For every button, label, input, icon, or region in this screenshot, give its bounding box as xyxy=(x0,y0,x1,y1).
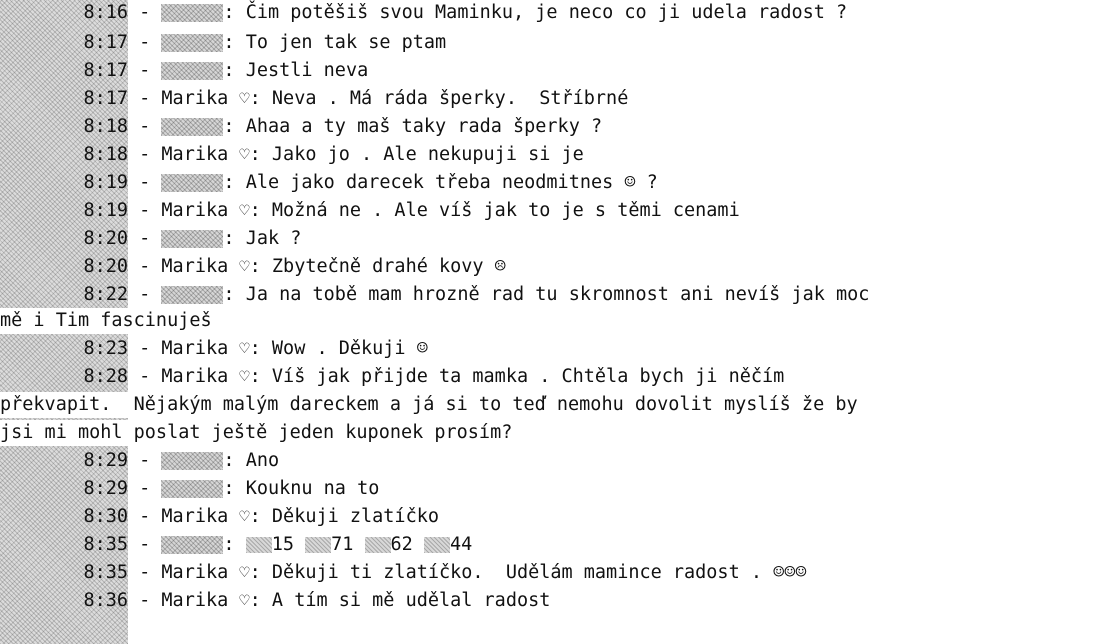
redacted-sender-name xyxy=(161,62,223,80)
sender-name: Marika xyxy=(161,366,229,387)
redacted-sender-name xyxy=(161,118,223,136)
redacted-sender-name xyxy=(161,230,223,248)
message-text: překvapit. Nějakým malým dareckem a já si to teď nemohu dovolit myslíš že by xyxy=(0,394,858,415)
code-part: 15 xyxy=(271,534,294,555)
redacted-sender-name xyxy=(161,452,223,470)
message-text: : Jestli neva xyxy=(223,60,369,81)
message-text: : Wow . Děkuji ☺ xyxy=(249,338,428,359)
heart-icon: ♡ xyxy=(239,367,250,387)
message-text: : To jen tak se ptam xyxy=(223,32,447,53)
redacted-sender-name xyxy=(161,480,223,498)
sender-name: Marika xyxy=(161,88,229,109)
timestamp: 8:23 xyxy=(83,338,128,359)
code-part: 62 xyxy=(390,534,413,555)
sender-name: Marika xyxy=(161,562,229,583)
separator: - xyxy=(128,32,162,53)
timestamp: 8:22 xyxy=(83,284,128,305)
chat-line xyxy=(0,114,1095,140)
message-text: : Možná ne . Ale víš jak to je s těmi cenami xyxy=(249,200,740,221)
chat-line xyxy=(0,58,1095,84)
message-text: : Kouknu na to xyxy=(223,478,380,499)
heart-icon: ♡ xyxy=(239,563,250,583)
sender-name: Marika xyxy=(161,338,229,359)
message-text: : Neva . Má ráda šperky. Stříbrné xyxy=(249,88,629,109)
separator: - xyxy=(128,200,162,221)
sender-name: Marika xyxy=(161,200,229,221)
message-text: : Jako jo . Ale nekupuji si je xyxy=(249,144,584,165)
redacted-sender-name xyxy=(161,174,223,192)
timestamp: 8:19 xyxy=(83,172,128,193)
heart-icon: ♡ xyxy=(239,591,250,611)
separator: - xyxy=(128,450,162,471)
message-text: : Ja na tobě mam hrozně rad tu skromnost ani nevíš jak moc xyxy=(223,284,870,305)
heart-icon: ♡ xyxy=(239,339,250,359)
timestamp: 8:18 xyxy=(83,116,128,137)
separator: - xyxy=(128,60,162,81)
separator: - xyxy=(128,534,162,555)
chat-line xyxy=(0,86,1095,112)
chat-line xyxy=(0,0,1095,26)
timestamp: 8:17 xyxy=(83,32,128,53)
separator: - xyxy=(128,172,162,193)
heart-icon: ♡ xyxy=(239,257,250,277)
message-text: : Jak ? xyxy=(223,228,302,249)
separator: - xyxy=(128,116,162,137)
separator: - xyxy=(128,228,162,249)
separator: - xyxy=(128,88,162,109)
redacted-sender-name xyxy=(161,536,223,554)
timestamp: 8:29 xyxy=(83,478,128,499)
redacted-code xyxy=(246,537,272,553)
chat-line xyxy=(0,560,1095,586)
redacted-sender-name xyxy=(161,286,223,304)
message-text: jsi mi mohl poslat ještě jeden kuponek prosím? xyxy=(0,422,513,443)
timestamp: 8:36 xyxy=(83,590,128,611)
chat-line xyxy=(0,254,1095,280)
separator: - xyxy=(128,590,162,611)
sender-name: Marika xyxy=(161,144,229,165)
message-text: : Děkuji zlatíčko xyxy=(249,506,439,527)
message-text: : xyxy=(223,534,246,555)
timestamp: 8:30 xyxy=(83,506,128,527)
separator: - xyxy=(128,478,162,499)
code-part: 71 xyxy=(331,534,354,555)
redacted-code xyxy=(305,537,331,553)
separator: - xyxy=(128,256,162,277)
chat-line xyxy=(0,198,1095,224)
timestamp: 8:17 xyxy=(83,60,128,81)
chat-line xyxy=(0,30,1095,56)
timestamp: 8:29 xyxy=(83,450,128,471)
separator: - xyxy=(128,366,162,387)
timestamp: 8:19 xyxy=(83,200,128,221)
message-text: : Ahaa a ty maš taky rada šperky ? xyxy=(223,116,603,137)
chat-line xyxy=(0,226,1095,252)
heart-icon: ♡ xyxy=(239,201,250,221)
sender-name: Marika xyxy=(161,506,229,527)
chat-line xyxy=(0,142,1095,168)
chat-line-continuation xyxy=(0,308,1095,334)
separator: - xyxy=(128,144,162,165)
chat-line xyxy=(0,170,1095,196)
separator: - xyxy=(128,506,162,527)
message-text: : Zbytečně drahé kovy ☹ xyxy=(249,256,506,277)
chat-line-continuation xyxy=(0,420,1095,446)
code-part: 44 xyxy=(449,534,473,555)
message-text: mě i Tim fascinuješ xyxy=(0,310,212,331)
heart-icon: ♡ xyxy=(239,507,250,527)
redacted-code xyxy=(424,537,450,553)
chat-line xyxy=(0,588,1095,614)
message-text: : Čim potěšiš svou Maminku, je neco co ji udela radost ? xyxy=(223,2,848,23)
timestamp: 8:35 xyxy=(83,534,128,555)
sender-name: Marika xyxy=(161,590,229,611)
timestamp: 8:20 xyxy=(83,228,128,249)
chat-line xyxy=(0,476,1095,502)
separator: - xyxy=(128,562,162,583)
chat-line xyxy=(0,364,1095,390)
chat-line-continuation xyxy=(0,392,1095,418)
chat-line xyxy=(0,504,1095,530)
separator: - xyxy=(128,2,162,23)
timestamp: 8:20 xyxy=(83,256,128,277)
separator: - xyxy=(128,338,162,359)
message-text: : Ano xyxy=(223,450,280,471)
message-text: : Ale jako darecek třeba neodmitnes ☺ ? xyxy=(223,172,658,193)
timestamp: 8:16 xyxy=(83,2,128,23)
timestamp: 8:17 xyxy=(83,88,128,109)
sender-name: Marika xyxy=(161,256,229,277)
chat-line xyxy=(0,532,1095,558)
message-text: : A tím si mě udělal radost xyxy=(249,590,551,611)
redacted-sender-name xyxy=(161,4,223,22)
chat-line xyxy=(0,336,1095,362)
chat-line xyxy=(0,282,1095,308)
message-text: : Víš jak přijde ta mamka . Chtěla bych ji něčím xyxy=(249,366,785,387)
heart-icon: ♡ xyxy=(239,89,250,109)
timestamp: 8:35 xyxy=(83,562,128,583)
redacted-code xyxy=(365,537,391,553)
heart-icon: ♡ xyxy=(239,145,250,165)
redacted-sender-name xyxy=(161,34,223,52)
chat-line xyxy=(0,448,1095,474)
separator: - xyxy=(128,284,162,305)
message-text: : Děkuji ti zlatíčko. Udělám mamince radost . ☺☺☺ xyxy=(249,562,807,583)
timestamp: 8:28 xyxy=(83,366,128,387)
timestamp: 8:18 xyxy=(83,144,128,165)
